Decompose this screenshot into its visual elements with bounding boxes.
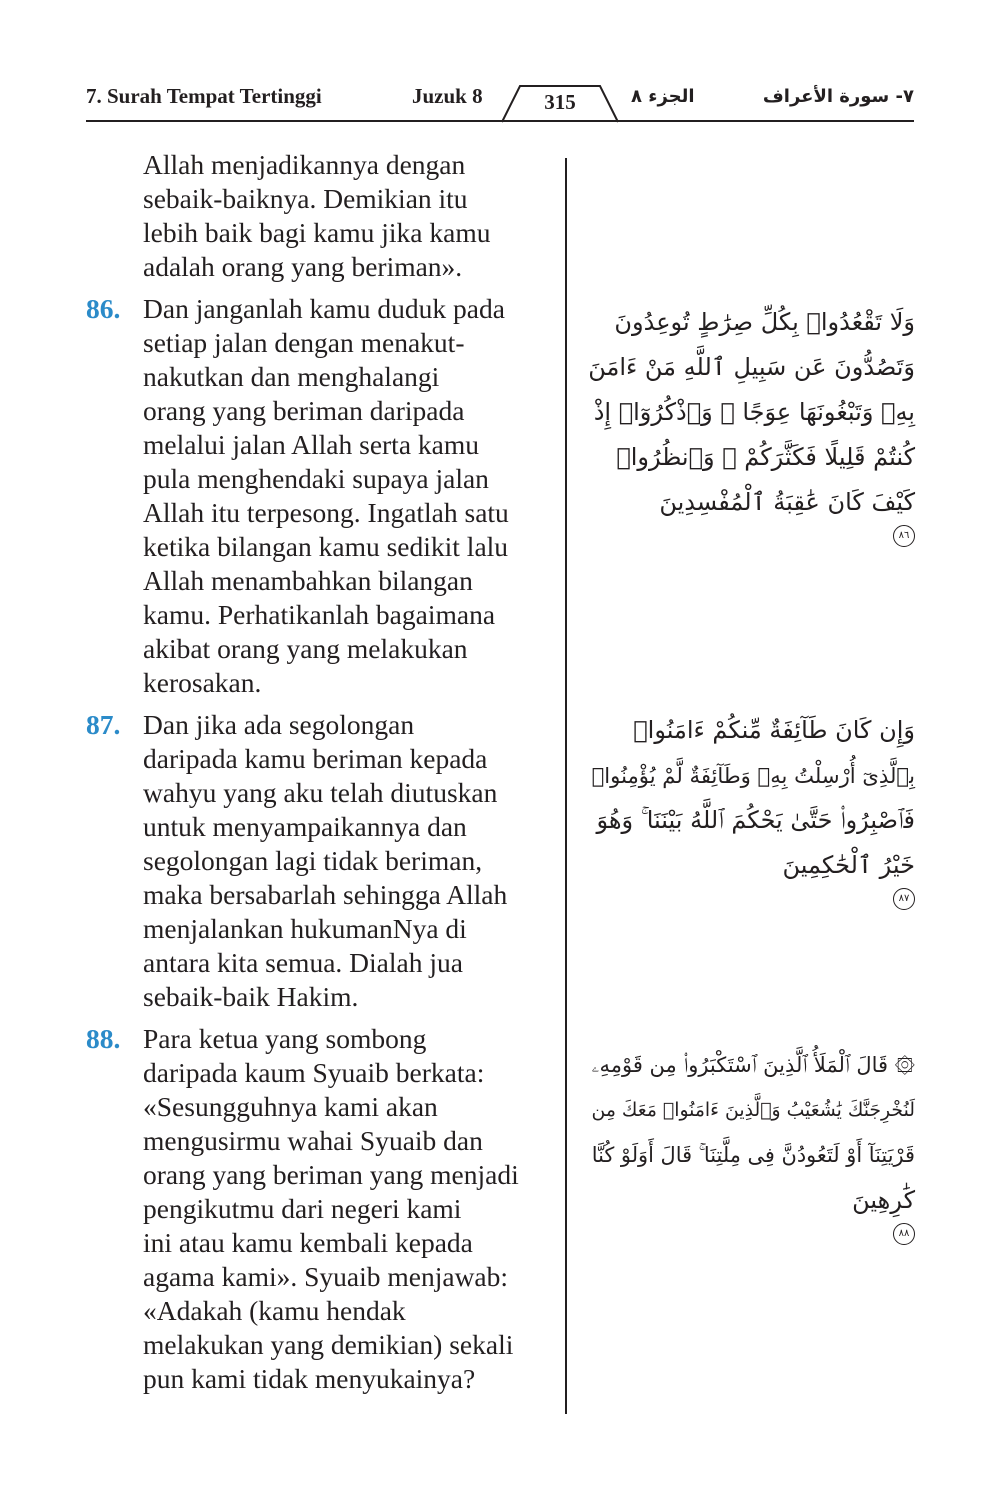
text-line: ini atau kamu kembali kepada [143, 1227, 473, 1258]
text-line: melakukan yang demikian) sekali [143, 1329, 514, 1360]
arabic-line-text: كَيْفَ كَانَ عَٰقِبَةُ ٱلْمُفْسِدِينَ [659, 488, 915, 516]
text-line: menjalankan hukumanNya di [143, 913, 467, 944]
text-line: maka bersabarlah sehingga Allah [143, 879, 508, 910]
arabic-line [585, 480, 915, 547]
text-line: Dan janganlah kamu duduk pada [143, 293, 505, 324]
arabic-line: كُنتُمْ قَلِيلًا فَكَثَّرَكُمْ ۖ وَٱنظُرُوا۟ [616, 443, 915, 471]
text-line: sebaik-baik Hakim. [143, 981, 359, 1012]
verse-number: 88. [86, 1023, 121, 1054]
translation-column [86, 148, 560, 1396]
arabic-line: لَنُخْرِجَنَّكَ يَٰشُعَيْبُ وَٱلَّذِينَ ءَامَنُوا۟ مَعَكَ مِن [591, 1100, 915, 1121]
text-line: daripada kamu beriman kepada [143, 743, 488, 774]
header-rule [86, 120, 914, 122]
surah-title-latin: 7. Surah Tempat Tertinggi [86, 84, 322, 108]
text-line: orang yang beriman daripada [143, 395, 465, 426]
text-line: segolongan lagi tidak beriman, [143, 845, 483, 876]
arabic-line: قَرْيَتِنَآ أَوْ لَتَعُودُنَّ فِى مِلَّتِنَا ۚ قَالَ أَوَلَوْ كُنَّا [591, 1143, 915, 1167]
surah-title-arabic: ٧- سورة الأعراف [762, 86, 914, 107]
ayah-end-marker: ٨٧ [893, 888, 915, 910]
arabic-line [585, 843, 915, 910]
arabic-line: وَلَا تَقْعُدُوا۟ بِكُلِّ صِرَٰطٍ تُوعِدُونَ [614, 308, 915, 336]
text-line: antara kita semua. Dialah jua [143, 947, 463, 978]
verse-number: 87. [86, 709, 121, 740]
verse-88-translation [86, 1022, 560, 1396]
text-line: orang yang beriman yang menjadi [143, 1159, 519, 1190]
text-line: «Sesungguhnya kami akan [143, 1091, 438, 1122]
text-line: mengusirmu wahai Syuaib dan [143, 1125, 483, 1156]
intro-continuation [86, 148, 560, 284]
verse-87-arabic [585, 708, 915, 910]
text-line: ketika bilangan kamu sedikit lalu [143, 531, 509, 562]
text-line: Dan jika ada segolongan [143, 709, 415, 740]
page-number: 315 [544, 90, 576, 114]
text-line: Allah menambahkan bilangan [143, 565, 473, 596]
text-line: lebih baik bagi kamu jika kamu [143, 217, 491, 248]
text-line: pengikutmu dari negeri kami [143, 1193, 462, 1224]
text-line: akibat orang yang melakukan [143, 633, 468, 664]
verse-88-arabic [585, 1043, 915, 1245]
text-line: wahyu yang aku telah diutuskan [143, 777, 498, 808]
juz-label-arabic: الجزء ٨ [631, 86, 695, 107]
text-line: nakutkan dan menghalangi [143, 361, 440, 392]
text-line: pula menghendaki supaya jalan [143, 463, 489, 494]
text-line: Para ketua yang sombong [143, 1023, 427, 1054]
text-line: Allah menjadikannya dengan [143, 149, 466, 180]
text-line: pun kami tidak menyukainya? [143, 1363, 476, 1394]
text-line: melalui jalan Allah serta kamu [143, 429, 480, 460]
arabic-line [585, 1178, 915, 1245]
text-line: kamu. Perhatikanlah bagaimana [143, 599, 496, 630]
arabic-line: وَإِن كَانَ طَآئِفَةٌ مِّنكُمْ ءَامَنُوا۟ [633, 716, 915, 744]
ayah-end-marker: ٨٦ [893, 525, 915, 547]
arabic-line: ۞ قَالَ ٱلْمَلَأُ ٱلَّذِينَ ٱسْتَكْبَرُوا۟ مِن قَوْمِهِۦ [591, 1053, 915, 1077]
verse-number: 86. [86, 293, 121, 324]
arabic-line: وَتَصُدُّونَ عَن سَبِيلِ ٱللَّهِ مَنْ ءَامَنَ [588, 353, 915, 381]
arabic-line: بِٱلَّذِىٓ أُرْسِلْتُ بِهِۦ وَطَآئِفَةٌ لَّمْ يُؤْمِنُوا۟ [591, 763, 915, 788]
arabic-line: بِهِۦ وَتَبْغُونَهَا عِوَجًا ۚ وَٱذْكُرُوٓا۟ إِذْ [593, 398, 915, 426]
verse-87-translation [86, 708, 560, 1014]
text-line: adalah orang yang beriman». [143, 251, 463, 282]
text-line: daripada kaum Syuaib berkata: [143, 1057, 485, 1088]
verse-86-translation [86, 292, 560, 700]
text-line: Allah itu terpesong. Ingatlah satu [143, 497, 509, 528]
text-line: kerosakan. [143, 667, 262, 698]
column-divider [565, 158, 567, 1414]
arabic-line-text: كَٰرِهِينَ [852, 1186, 915, 1214]
text-line: setiap jalan dengan menakut- [143, 327, 465, 358]
arabic-line-text: خَيْرُ ٱلْحَٰكِمِينَ [782, 851, 915, 879]
verse-86-arabic [585, 300, 915, 547]
ayah-end-marker: ٨٨ [893, 1223, 915, 1245]
juzuk-label-latin: Juzuk 8 [412, 84, 483, 108]
text-line: agama kami». Syuaib menjawab: [143, 1261, 509, 1292]
text-line: untuk menyampaikannya dan [143, 811, 467, 842]
text-line: «Adakah (kamu hendak [143, 1295, 406, 1326]
arabic-line: فَٱصْبِرُوا۟ حَتَّىٰ يَحْكُمَ ٱللَّهُ بَيْنَنَا ۚ وَهُوَ [596, 806, 915, 834]
text-line: sebaik-baiknya. Demikian itu [143, 183, 468, 214]
